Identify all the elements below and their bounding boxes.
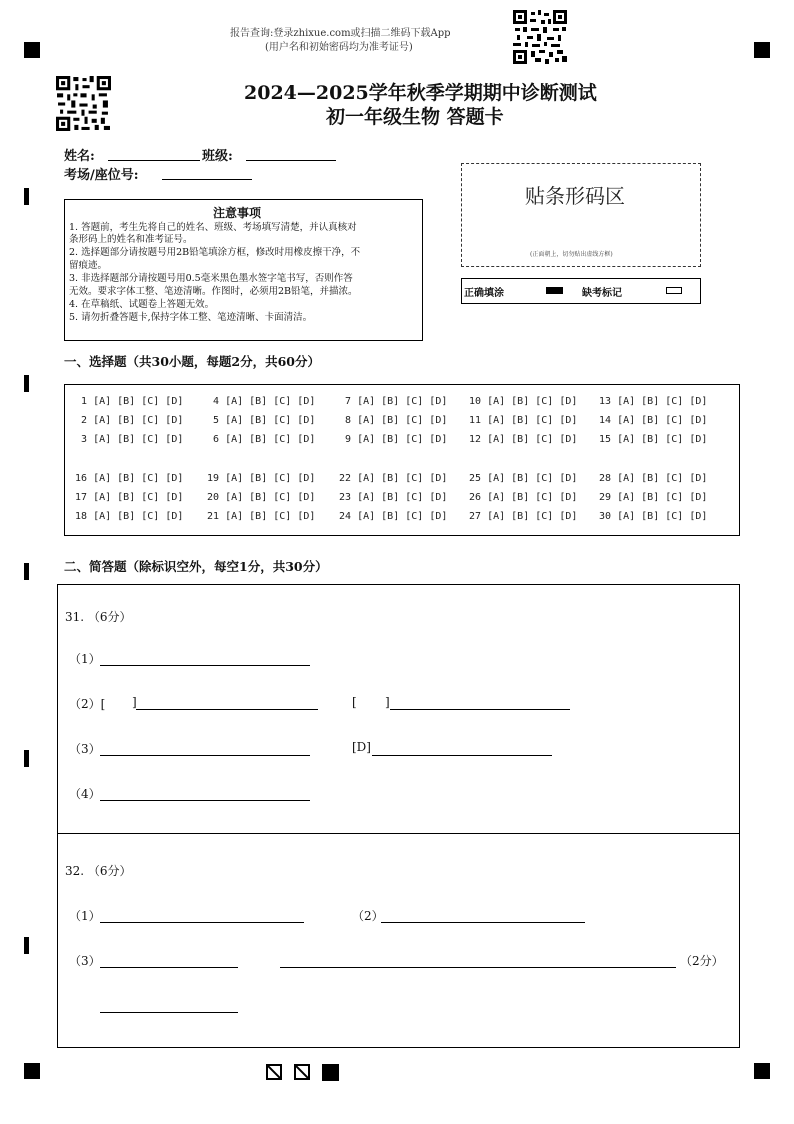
q31-part3-answer[interactable] <box>100 755 310 756</box>
choice-question-25[interactable] <box>469 473 577 484</box>
corner-mark-bottom-right <box>754 1063 770 1079</box>
question-number: 3 <box>81 434 88 445</box>
question-number: 10 <box>469 396 482 407</box>
answer-options[interactable]: [A] [B] [C] [D] <box>487 473 578 484</box>
section1-heading: 一、选择题（共30小题，每题2分，共60分） <box>64 354 320 369</box>
notice-box <box>64 199 423 341</box>
barcode-area-title: 贴条形码区 <box>525 184 625 208</box>
choice-question-6[interactable] <box>213 434 315 445</box>
choice-question-8[interactable] <box>345 415 447 426</box>
answer-options[interactable]: [A] [B] [C] [D] <box>487 396 578 407</box>
answer-options[interactable]: [A] [B] [C] [D] <box>93 434 184 445</box>
answer-options[interactable]: [A] [B] [C] [D] <box>225 434 316 445</box>
timing-mark <box>24 563 29 580</box>
room-seat-field[interactable] <box>162 179 252 180</box>
question-number: 28 <box>599 473 612 484</box>
question-number: 12 <box>469 434 482 445</box>
choice-question-20[interactable] <box>207 492 315 503</box>
timing-mark <box>24 375 29 392</box>
choice-question-13[interactable] <box>599 396 707 407</box>
choice-question-30[interactable] <box>599 511 707 522</box>
q31-part1-label: （1） <box>69 652 101 666</box>
answer-options[interactable]: [A] [B] [C] [D] <box>617 396 708 407</box>
answer-options[interactable]: [A] [B] [C] [D] <box>617 473 708 484</box>
answer-options[interactable]: [A] [B] [C] [D] <box>93 396 184 407</box>
q32-part1-label: （1） <box>69 909 101 923</box>
answer-options[interactable]: [A] [B] [C] [D] <box>225 396 316 407</box>
question-number: 17 <box>75 492 88 503</box>
choice-question-9[interactable] <box>345 434 447 445</box>
notice-line: 无效。要求字体工整、笔迹清晰。作图时，必须用2B铅笔，并描浓。 <box>69 286 358 297</box>
question-number: 26 <box>469 492 482 503</box>
question-number: 7 <box>345 396 352 407</box>
answer-options[interactable]: [A] [B] [C] [D] <box>487 511 578 522</box>
slash-box-icon <box>266 1064 282 1080</box>
choice-question-29[interactable] <box>599 492 707 503</box>
question-number: 29 <box>599 492 612 503</box>
choice-question-7[interactable] <box>345 396 447 407</box>
choice-question-17[interactable] <box>75 492 183 503</box>
question-number: 21 <box>207 511 220 522</box>
choice-question-15[interactable] <box>599 434 707 445</box>
barcode-area-note: (正面朝上，切勿贴出虚线方框) <box>530 251 613 258</box>
class-label: 班级: <box>202 149 233 164</box>
answer-options[interactable]: [A] [B] [C] [D] <box>357 511 448 522</box>
page-subtitle: 初一年级生物 答题卡 <box>326 106 504 128</box>
answer-options[interactable]: [A] [B] [C] [D] <box>617 511 708 522</box>
choice-question-1[interactable] <box>81 396 183 407</box>
q32-score-note: （2分） <box>680 954 724 968</box>
name-field[interactable] <box>108 160 200 161</box>
question-number: 14 <box>599 415 612 426</box>
question-number: 4 <box>213 396 220 407</box>
choice-question-22[interactable] <box>339 473 447 484</box>
q31-part4-label: （4） <box>69 787 101 801</box>
choice-question-18[interactable] <box>75 511 183 522</box>
question-number: 20 <box>207 492 220 503</box>
choice-question-21[interactable] <box>207 511 315 522</box>
answer-options[interactable]: [A] [B] [C] [D] <box>225 473 316 484</box>
question-number: 30 <box>599 511 612 522</box>
q31-part2b-bracket-open: [ <box>352 695 357 709</box>
question-number: 13 <box>599 396 612 407</box>
question-number: 27 <box>469 511 482 522</box>
report-query-note: (用户名和初始密码均为准考证号) <box>265 42 413 53</box>
answer-options[interactable]: [A] [B] [C] [D] <box>487 415 578 426</box>
answer-options[interactable]: [A] [B] [C] [D] <box>357 434 448 445</box>
question-number: 11 <box>469 415 482 426</box>
question-number: 22 <box>339 473 352 484</box>
question-number: 24 <box>339 511 352 522</box>
correct-fill-sample-icon <box>546 287 563 294</box>
correct-fill-label: 正确填涂 <box>464 288 504 299</box>
qr-code-icon <box>513 10 567 64</box>
slash-box-icon <box>294 1064 310 1080</box>
choice-question-4[interactable] <box>213 396 315 407</box>
answer-options[interactable]: [A] [B] [C] [D] <box>357 396 448 407</box>
question-number: 25 <box>469 473 482 484</box>
q32-part3-label: （3） <box>69 954 101 968</box>
choice-question-28[interactable] <box>599 473 707 484</box>
choice-question-14[interactable] <box>599 415 707 426</box>
question-number: 9 <box>345 434 352 445</box>
q31-part2-answer[interactable] <box>136 709 318 710</box>
q31-part3b-label: [D] <box>352 740 371 754</box>
question-number: 1 <box>81 396 88 407</box>
answer-options[interactable]: [A] [B] [C] [D] <box>487 434 578 445</box>
absent-mark-box[interactable] <box>666 287 682 294</box>
question-number: 8 <box>345 415 352 426</box>
answer-options[interactable]: [A] [B] [C] [D] <box>93 415 184 426</box>
choice-answer-box <box>64 384 740 536</box>
question-number: 23 <box>339 492 352 503</box>
answer-options[interactable]: [A] [B] [C] [D] <box>617 415 708 426</box>
answer-options[interactable]: [A] [B] [C] [D] <box>93 511 184 522</box>
answer-options[interactable]: [A] [B] [C] [D] <box>357 415 448 426</box>
answer-options[interactable]: [A] [B] [C] [D] <box>225 415 316 426</box>
choice-question-11[interactable] <box>469 415 577 426</box>
page-title: 2024—2025学年秋季学期期中诊断测试 <box>244 82 597 104</box>
corner-mark-top-left <box>24 42 40 58</box>
q31-part3b-answer[interactable] <box>372 755 552 756</box>
fill-legend <box>461 278 701 304</box>
q32-part3-answer-long[interactable] <box>280 967 676 968</box>
answer-options[interactable]: [A] [B] [C] [D] <box>93 492 184 503</box>
choice-question-5[interactable] <box>213 415 315 426</box>
corner-mark-top-right <box>754 42 770 58</box>
notice-line: 4. 在草稿纸、试题卷上答题无效。 <box>69 299 215 310</box>
notice-line: 留痕迹。 <box>69 260 108 271</box>
q32-answer-box <box>57 833 740 1048</box>
q31-part2-bracket-close: ] <box>132 695 137 709</box>
q32-part1-answer[interactable] <box>100 922 304 923</box>
barcode-area <box>461 163 701 267</box>
q31-part4-answer[interactable] <box>100 800 310 801</box>
notice-title: 注意事项 <box>213 206 262 220</box>
q31-part2-label: （2）[ <box>69 697 106 711</box>
section2-heading: 二、简答题（除标识空外，每空1分，共30分） <box>64 559 328 574</box>
notice-line: 1. 答题前，考生先将自己的姓名、班级、考场填写清楚，并认真核对 <box>69 222 357 233</box>
choice-question-23[interactable] <box>339 492 447 503</box>
question-number: 19 <box>207 473 220 484</box>
name-label: 姓名: <box>64 149 95 164</box>
timing-mark <box>24 937 29 954</box>
q31-part2b-answer[interactable] <box>390 709 570 710</box>
timing-mark <box>24 750 29 767</box>
question-number: 15 <box>599 434 612 445</box>
q32-part3-answer-extra[interactable] <box>100 1012 238 1013</box>
qr-code-icon <box>56 76 111 131</box>
choice-question-3[interactable] <box>81 434 183 445</box>
choice-question-19[interactable] <box>207 473 315 484</box>
choice-question-10[interactable] <box>469 396 577 407</box>
q32-title: 32. （6分） <box>65 864 132 878</box>
q31-answer-box <box>57 584 740 834</box>
q32-part3-answer[interactable] <box>100 967 238 968</box>
q31-part2b-bracket-close: ] <box>385 695 390 709</box>
timing-mark <box>24 188 29 205</box>
question-number: 2 <box>81 415 88 426</box>
notice-line: 2. 选择题部分请按题号用2B铅笔填涂方框，修改时用橡皮擦干净，不 <box>69 247 361 258</box>
notice-line: 3. 非选择题部分请按题号用0.5毫米黑色墨水签字笔书写，否则作答 <box>69 273 353 284</box>
choice-question-24[interactable] <box>339 511 447 522</box>
answer-options[interactable]: [A] [B] [C] [D] <box>487 492 578 503</box>
q31-part3-label: （3） <box>69 742 101 756</box>
q31-part1-answer[interactable] <box>100 665 310 666</box>
report-query-line: 报告查询:登录zhixue.com或扫描二维码下载App <box>230 28 451 39</box>
q32-part2-label: （2） <box>352 909 384 923</box>
choice-question-27[interactable] <box>469 511 577 522</box>
answer-options[interactable]: [A] [B] [C] [D] <box>225 492 316 503</box>
question-number: 6 <box>213 434 220 445</box>
answer-options[interactable]: [A] [B] [C] [D] <box>225 511 316 522</box>
choice-question-12[interactable] <box>469 434 577 445</box>
choice-question-26[interactable] <box>469 492 577 503</box>
notice-line: 条形码上的姓名和准考证号。 <box>69 234 193 245</box>
absent-mark-label: 缺考标记 <box>582 288 622 299</box>
question-number: 18 <box>75 511 88 522</box>
answer-options[interactable]: [A] [B] [C] [D] <box>617 434 708 445</box>
choice-question-2[interactable] <box>81 415 183 426</box>
filled-box-icon <box>322 1064 339 1081</box>
q31-title: 31. （6分） <box>65 610 132 624</box>
answer-options[interactable]: [A] [B] [C] [D] <box>93 473 184 484</box>
notice-line: 5. 请勿折叠答题卡,保持字体工整、笔迹清晰、卡面清洁。 <box>69 312 313 323</box>
answer-options[interactable]: [A] [B] [C] [D] <box>357 492 448 503</box>
question-number: 16 <box>75 473 88 484</box>
class-field[interactable] <box>246 160 336 161</box>
question-number: 5 <box>213 415 220 426</box>
q32-part2-answer[interactable] <box>381 922 585 923</box>
corner-mark-bottom-left <box>24 1063 40 1079</box>
choice-question-16[interactable] <box>75 473 183 484</box>
answer-options[interactable]: [A] [B] [C] [D] <box>357 473 448 484</box>
answer-options[interactable]: [A] [B] [C] [D] <box>617 492 708 503</box>
room-seat-label: 考场/座位号: <box>64 168 139 183</box>
